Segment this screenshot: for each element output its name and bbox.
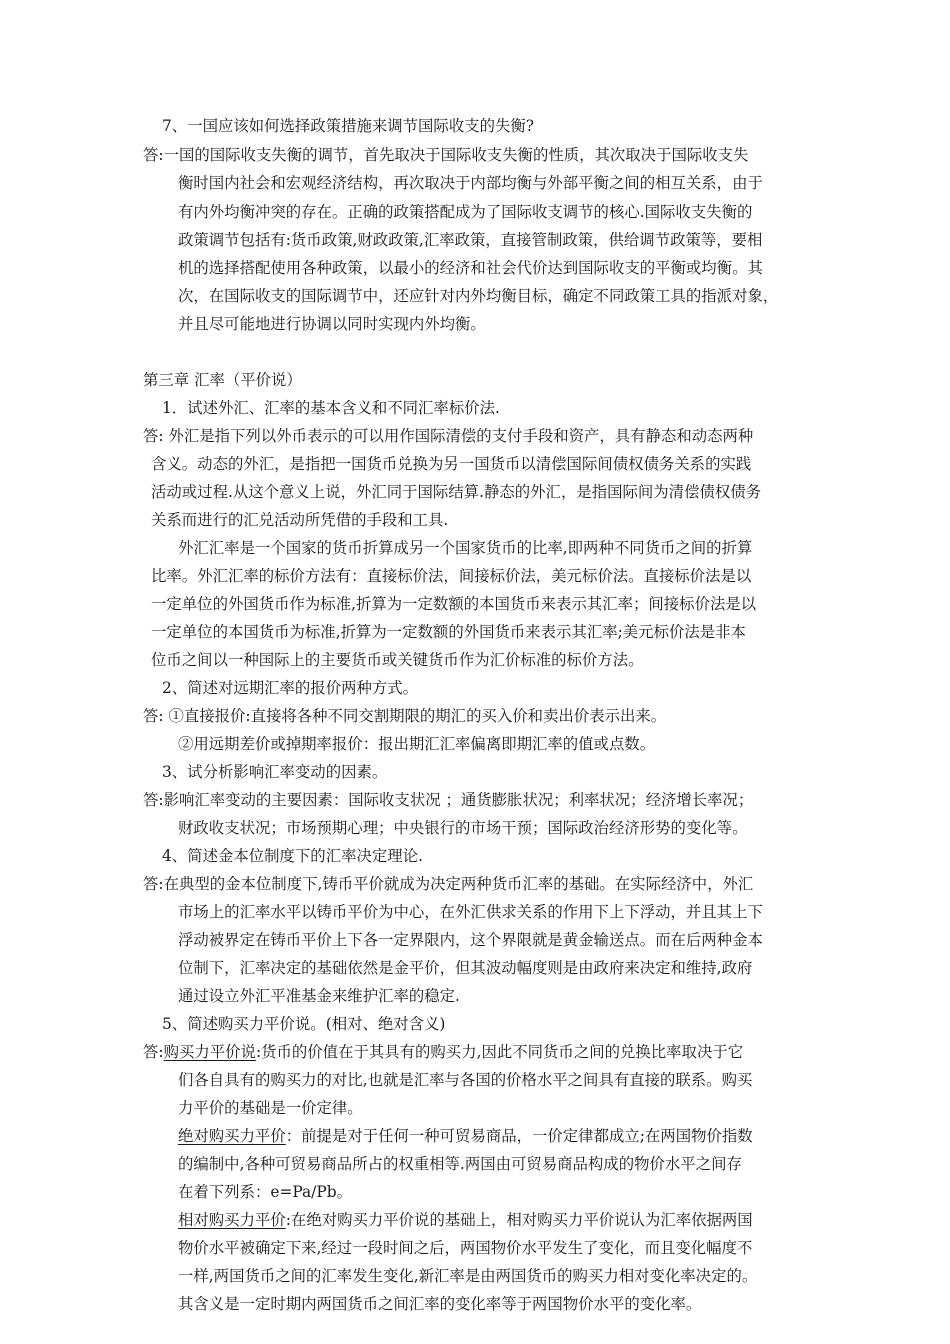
answer-1-line-7: 一定单位的外国货币作为标准,折算为一定数额的本国货币来表示其汇率；间接标价法是以 — [151, 595, 757, 613]
term-absolute-ppp: 绝对购买力平价 — [178, 1127, 286, 1145]
question-7: 7、一国应该如何选择政策措施来调节国际收支的失衡? — [162, 117, 535, 135]
question-4: 4、简述金本位制度下的汇率决定理论. — [162, 847, 423, 865]
answer-7-line-4: 政策调节包括有:货币政策,财政政策,汇率政策，直接管制政策，供给调节政策等，要相 — [178, 231, 763, 249]
answer-4-line-4: 位制下，汇率决定的基础依然是金平价，但其波动幅度则是由政府来决定和维持,政府 — [178, 959, 753, 977]
answer-4-line-1: 答:在典型的金本位制度下,铸币平价就成为决定两种货币汇率的基础。在实际经济中，外汇 — [143, 875, 754, 893]
question-5: 5、简述购买力平价说。(相对、绝对含义) — [162, 1015, 446, 1033]
answer-5-line-10: 其含义是一定时期内两国货币之间汇率的变化率等于两国物价水平的变化率。 — [178, 1295, 702, 1313]
answer-1-line-6: 比率。外汇汇率的标价方法有：直接标价法，间接标价法，美元标价法。直接标价法是以 — [151, 567, 752, 585]
question-2: 2、简述对远期汇率的报价两种方式。 — [162, 679, 419, 697]
answer-5-line-1-text: :货币的价值在于其具有的购买力,因此不同货币之间的兑换比率取决于它 — [255, 1043, 744, 1061]
answer-5-line-7 — [178, 1205, 753, 1235]
answer-7-line-1: 答:一国的国际收支失衡的调节，首先取决于国际收支失衡的性质，其次取决于国际收支失 — [143, 146, 749, 164]
answer-2-line-1: 答: ①直接报价:直接将各种不同交割期限的期汇的买入价和卖出价表示出来。 — [143, 707, 667, 725]
answer-1-line-4: 关系而进行的汇兑活动所凭借的手段和工具. — [151, 511, 449, 529]
answer-7-line-6: 次，在国际收支的国际调节中，还应针对内外均衡目标，确定不同政策工具的指派对象， — [178, 287, 779, 305]
answer-1-line-1: 答: 外汇是指下列以外币表示的可以用作国际清偿的支付手段和资产，具有静态和动态两种 — [143, 427, 754, 445]
answer-7-line-7: 并且尽可能地进行协调以同时实现内外均衡。 — [178, 315, 486, 333]
answer-1-line-9: 位币之间以一种国际上的主要货币或关键货币作为汇价标准的标价方法。 — [151, 651, 644, 669]
answer-prefix: 答: — [143, 1043, 164, 1061]
question-1: 1．试述外汇、汇率的基本含义和不同汇率标价法. — [162, 399, 500, 417]
question-3: 3、试分析影响汇率变动的因素。 — [162, 763, 388, 781]
answer-5-line-1 — [143, 1037, 743, 1067]
answer-1-line-3: 活动或过程.从这个意义上说，外汇同于国际结算.静态的外汇，是指国际间为清偿债权债务 — [151, 483, 762, 501]
answer-5-line-4 — [178, 1121, 753, 1151]
answer-7-line-2: 衡时国内社会和宏观经济结构，再次取决于内部均衡与外部平衡之间的相互关系，由于 — [178, 174, 763, 192]
answer-5-line-6: 在着下列系：e=Pa/Pb。 — [178, 1183, 352, 1201]
answer-5-line-5: 的编制中,各种可贸易商品所占的权重相等.两国由可贸易商品构成的物价水平之间存 — [178, 1155, 742, 1173]
answer-4-line-3: 浮动被界定在铸币平价上下各一定界限内，这个界限就是黄金输送点。而在后两种金本 — [178, 931, 763, 949]
answer-3-line-1: 答:影响汇率变动的主要因素：国际收支状况 ；通货膨胀状况；利率状况；经济增长率况； — [143, 791, 754, 809]
answer-5-line-3: 力平价的基础是一价定律。 — [178, 1099, 363, 1117]
answer-1-line-2: 含义。动态的外汇，是指把一国货币兑换为另一国货币以清偿国际间债权债务关系的实践 — [151, 455, 752, 473]
term-ppp-theory: 购买力平价说 — [163, 1043, 256, 1061]
answer-4-line-5: 通过设立外汇平准基金来维护汇率的稳定. — [178, 987, 460, 1005]
answer-5-line-7-text: :在绝对购买力平价说的基础上，相对购买力平价说认为汇率依据两国 — [285, 1211, 753, 1229]
answer-2-line-2: ②用远期差价或掉期率报价：报出期汇汇率偏离即期汇率的值或点数。 — [178, 735, 656, 753]
answer-7-line-5: 机的选择搭配使用各种政策，以最小的经济和社会代价达到国际收支的平衡或均衡。其 — [178, 259, 763, 277]
answer-1-line-8: 一定单位的本国货币为标准,折算为一定数额的外国货币来表示其汇率;美元标价法是非本 — [151, 623, 746, 641]
chapter-title: 第三章 汇率（平价说） — [143, 371, 302, 389]
answer-5-line-8: 物价水平被确定下来,经过一段时间之后，两国物价水平发生了变化，而且变化幅度不 — [178, 1239, 753, 1257]
answer-5-line-4-text: ：前提是对于任何一种可贸易商品，一价定律都成立;在两国物价指数 — [285, 1127, 753, 1145]
answer-5-line-9: 一样,两国货币之间的汇率发生变化,新汇率是由两国货币的购买力相对变化率决定的。 — [178, 1267, 758, 1285]
term-relative-ppp: 相对购买力平价 — [178, 1211, 286, 1229]
answer-1-line-5: 外汇汇率是一个国家的货币折算成另一个国家货币的比率,即两种不同货币之间的折算 — [178, 539, 753, 557]
answer-4-line-2: 市场上的汇率水平以铸币平价为中心，在外汇供求关系的作用下上下浮动，并且其上下 — [178, 903, 763, 921]
answer-7-line-3: 有内外均衡冲突的存在。正确的政策搭配成为了国际收支调节的核心.国际收支失衡的 — [178, 203, 753, 221]
answer-3-line-2: 财政收支状况；市场预期心理；中央银行的市场干预；国际政治经济形势的变化等。 — [178, 819, 748, 837]
answer-5-line-2: 们各自具有的购买力的对比,也就是汇率与各国的价格水平之间具有直接的联系。购买 — [178, 1071, 753, 1089]
